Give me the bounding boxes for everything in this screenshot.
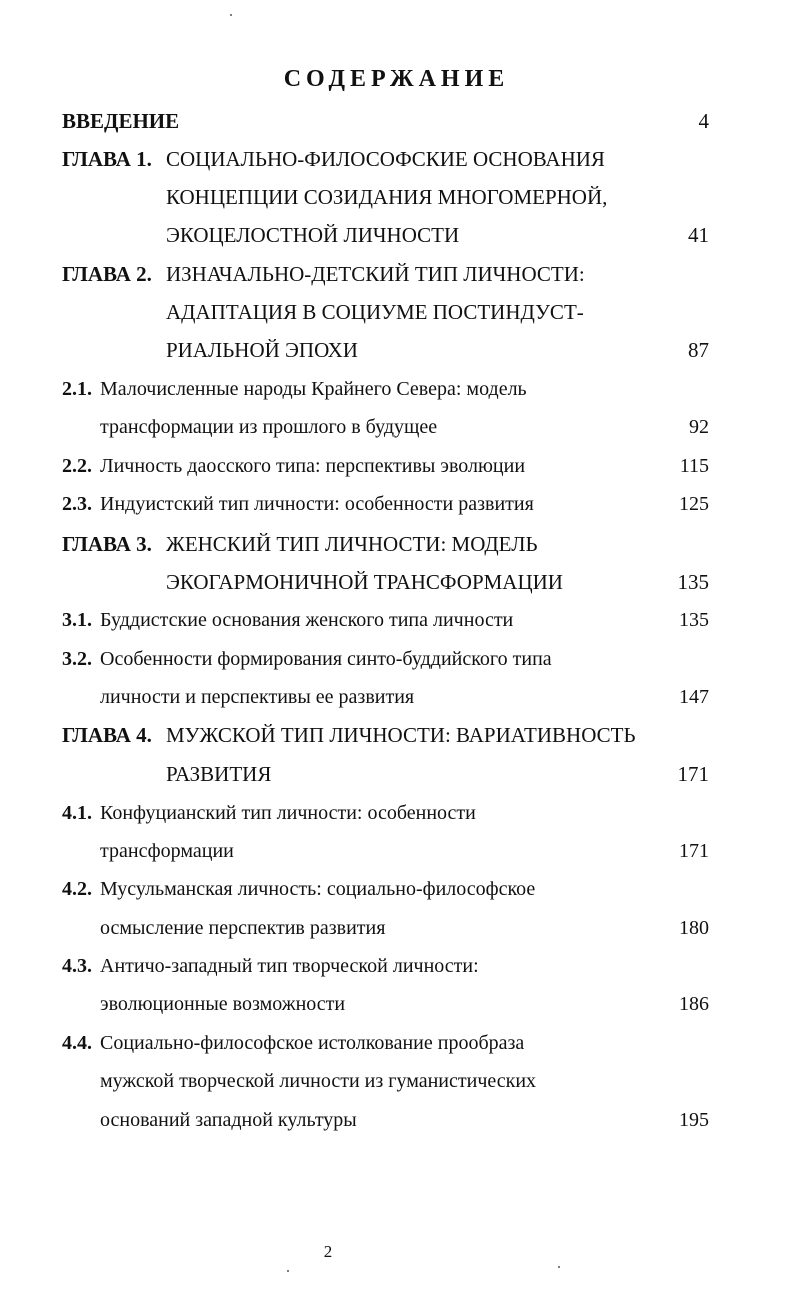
entry-label: 4.3. <box>62 955 92 977</box>
page-ref: 87 <box>688 338 709 362</box>
entry-text-line: Конфуцианский тип личности: особенности <box>100 802 476 824</box>
entry-text-line: Особенности формирования синто-буддийского типа <box>100 648 552 670</box>
toc-entry-continuation <box>0 180 793 214</box>
toc-entry-continuation <box>0 218 793 252</box>
page-ref: 92 <box>689 416 709 438</box>
page-ref: 115 <box>679 455 709 477</box>
page-ref: 171 <box>679 840 709 862</box>
entry-label: ГЛАВА 1. <box>62 147 152 171</box>
entry-text-line: ЭКОГАРМОНИЧНОЙ ТРАНСФОРМАЦИИ <box>166 570 563 594</box>
entry-text-line: АДАПТАЦИЯ В СОЦИУМЕ ПОСТИНДУСТ- <box>166 300 584 324</box>
scan-speck <box>230 14 232 16</box>
toc-entry-continuation <box>0 333 793 367</box>
entry-label: 2.3. <box>62 493 92 515</box>
entry-text-line: ЖЕНСКИЙ ТИП ЛИЧНОСТИ: МОДЕЛЬ <box>166 532 538 556</box>
entry-label: 4.2. <box>62 878 92 900</box>
entry-text-line: Малочисленные народы Крайнего Севера: модель <box>100 378 527 400</box>
entry-text-line: трансформации <box>100 840 234 862</box>
entry-text-line: ИЗНАЧАЛЬНО-ДЕТСКИЙ ТИП ЛИЧНОСТИ: <box>166 262 585 286</box>
toc-entry-continuation <box>0 757 793 791</box>
toc-entry-continuation <box>0 680 793 714</box>
toc-entry-section-4-3 <box>0 949 793 983</box>
entry-text-line: Буддистские основания женского типа личности <box>100 609 514 631</box>
scan-speck <box>558 1266 560 1268</box>
page-number: 2 <box>323 1242 333 1261</box>
toc-entry-section-3-2 <box>0 642 793 676</box>
page-ref: 125 <box>679 493 709 515</box>
page-ref: 4 <box>698 109 709 133</box>
toc-entry-continuation <box>0 1064 793 1098</box>
toc-entry-continuation <box>0 911 793 945</box>
toc-entry-continuation <box>0 834 793 868</box>
entry-text-line: оснований западной культуры <box>100 1109 357 1131</box>
entry-text-line: мужской творческой личности из гуманистических <box>100 1070 537 1092</box>
toc-entry-continuation <box>0 987 793 1021</box>
entry-text-line: СОЦИАЛЬНО-ФИЛОСОФСКИЕ ОСНОВАНИЯ <box>166 147 605 171</box>
entry-text-line: трансформации из прошлого в будущее <box>100 416 438 438</box>
page-ref: 135 <box>677 570 709 594</box>
entry-text-line: Личность даосского типа: перспективы эволюции <box>100 455 526 477</box>
entry-text-line: Античо-западный тип творческой личности: <box>100 955 479 977</box>
toc-entry-section-2-3 <box>0 487 793 521</box>
entry-label: ГЛАВА 2. <box>62 262 152 286</box>
entry-text-line: эволюционные возможности <box>100 993 346 1015</box>
toc-entry-section-2-2 <box>0 449 793 483</box>
entry-text-line: КОНЦЕПЦИИ СОЗИДАНИЯ МНОГОМЕРНОЙ, <box>166 185 608 209</box>
toc-entry-section-2-1 <box>0 372 793 406</box>
toc-entry-continuation <box>0 1103 793 1137</box>
toc-entry-chapter-2 <box>0 257 793 291</box>
entry-label: 2.2. <box>62 455 92 477</box>
entry-label: 2.1. <box>62 378 92 400</box>
entry-label: ГЛАВА 4. <box>62 723 152 747</box>
page-ref: 195 <box>679 1109 709 1131</box>
toc-entry-section-4-2 <box>0 872 793 906</box>
page-ref: 41 <box>688 223 709 247</box>
page-ref: 180 <box>679 917 709 939</box>
page-ref: 186 <box>679 993 709 1015</box>
entry-text-line: личности и перспективы ее развития <box>100 686 415 708</box>
scan-speck <box>287 1270 289 1272</box>
entry-label: 4.4. <box>62 1032 92 1054</box>
page-ref: 135 <box>679 609 709 631</box>
entry-text-line: Индуистский тип личности: особенности развития <box>100 493 534 515</box>
entry-text-line: Мусульманская личность: социально-философское <box>100 878 536 900</box>
toc-entry-section-4-1 <box>0 796 793 830</box>
entry-label: 3.1. <box>62 609 92 631</box>
toc-entry-chapter-3 <box>0 527 793 561</box>
entry-text-line: Социально-философское истолкование прообраза <box>100 1032 525 1054</box>
entry-text-line: осмысление перспектив развития <box>100 917 386 939</box>
toc-entry-continuation <box>0 565 793 599</box>
entry-text-line: РАЗВИТИЯ <box>166 762 272 786</box>
toc-entry-introduction <box>0 104 793 138</box>
toc-entry-section-3-1 <box>0 603 793 637</box>
entry-text-line: ЭКОЦЕЛОСТНОЙ ЛИЧНОСТИ <box>166 223 460 247</box>
toc-entry-section-4-4 <box>0 1026 793 1060</box>
entry-label: 3.2. <box>62 648 92 670</box>
entry-text-line: МУЖСКОЙ ТИП ЛИЧНОСТИ: ВАРИАТИВНОСТЬ <box>166 723 636 747</box>
toc-entry-continuation <box>0 410 793 444</box>
page-title: СОДЕРЖАНИЕ <box>283 66 510 92</box>
entry-label: ВВЕДЕНИЕ <box>62 109 180 133</box>
toc-entry-continuation <box>0 295 793 329</box>
entry-label: 4.1. <box>62 802 92 824</box>
toc-entry-chapter-1 <box>0 142 793 176</box>
page-ref: 171 <box>677 762 709 786</box>
toc-entry-chapter-4 <box>0 718 793 752</box>
entry-label: ГЛАВА 3. <box>62 532 152 556</box>
page-ref: 147 <box>679 686 709 708</box>
entry-text-line: РИАЛЬНОЙ ЭПОХИ <box>166 338 358 362</box>
